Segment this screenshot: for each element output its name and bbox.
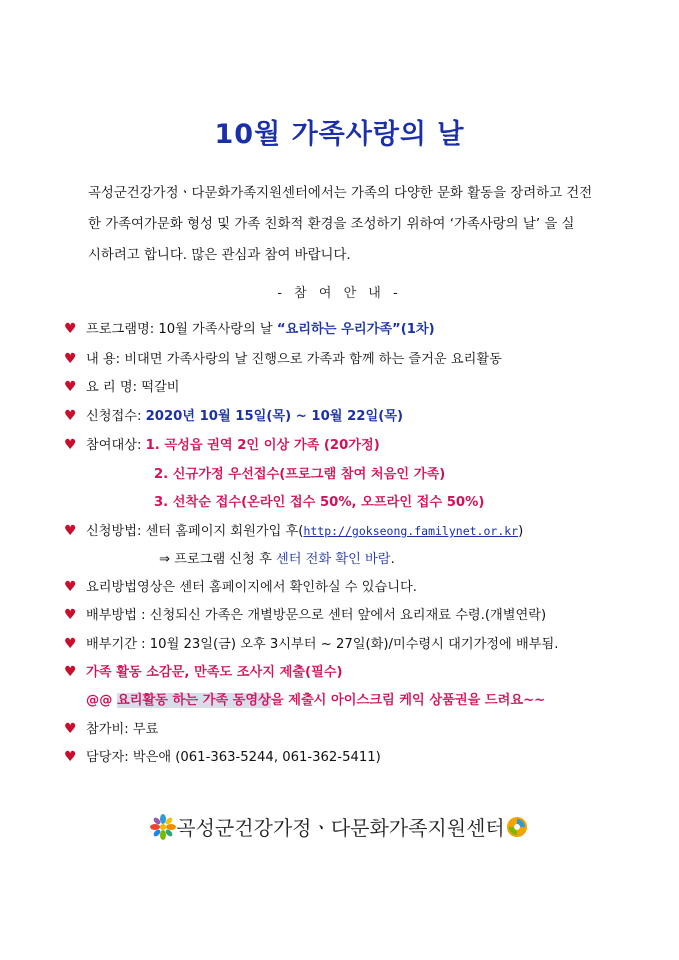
target-label: 참여대상: (86, 438, 146, 453)
target-row (64, 434, 380, 458)
flower-star-logo-icon (150, 814, 176, 845)
apply-period-value: 2020년 10월 15일(목) ~ 10월 22일(목) (145, 409, 403, 424)
survey-row (64, 661, 343, 685)
intro-line: 시하려고 합니다. 많은 관심과 참여 바랍니다. (88, 248, 351, 263)
survey-text: 가족 활동 소감문, 만족도 조사지 제출(필수) (86, 665, 343, 680)
delivery-period-row (64, 633, 558, 657)
target-item: 2. 신규가정 우선접수(프로그램 참여 처음인 가족) (154, 467, 446, 482)
heart-bullet-icon: ♥ (64, 523, 77, 539)
heart-bullet-icon: ♥ (64, 437, 77, 453)
dish-row (64, 376, 179, 400)
bonus-rest: 을 제출시 아이스크림 케익 상품권을 드려요~~ (270, 693, 546, 708)
section-subheading: - 참 여 안 내 - (277, 286, 402, 301)
heart-bullet-icon: ♥ (64, 664, 77, 680)
fee-text: 참가비: 무료 (86, 722, 159, 737)
target-item: 1. 곡성읍 권역 2인 이상 가족 (20가정) (145, 438, 380, 453)
bonus-notice (86, 689, 545, 708)
swirl-logo-icon (505, 815, 529, 844)
delivery-method-row (64, 604, 546, 628)
contact-text: 담당자: 박은애 (061-363-5244, 061-362-5411) (86, 750, 381, 765)
content-value: 비대면 가족사랑의 날 진행으로 가족과 함께 하는 즐거운 요리활동 (124, 352, 502, 367)
homepage-link[interactable]: http://gokseong.familynet.or.kr (303, 524, 519, 538)
heart-bullet-icon: ♥ (64, 607, 77, 623)
dish-label: 요 리 명: (86, 380, 142, 395)
apply-period-row (64, 405, 403, 429)
heart-bullet-icon: ♥ (64, 351, 77, 367)
heart-bullet-icon: ♥ (64, 321, 77, 337)
delivery-period-text: 배부기간 : 10월 23일(금) 오후 3시부터 ~ 27일(화)/미수령시 대기가정에 배부됨. (86, 637, 559, 652)
intro-paragraph (88, 178, 618, 271)
program-row (64, 318, 435, 342)
bonus-prefix: @@ (86, 693, 117, 708)
arrow-icon: ⇒ (159, 552, 171, 567)
fee-row (64, 718, 158, 742)
method-text: 센터 홈페이지 회원가입 후( (145, 524, 304, 539)
method-subnote-end: . (390, 552, 395, 567)
heart-bullet-icon: ♥ (64, 408, 77, 424)
footer-org-name: 곡성군건강가정ㆍ다문화가족지원센터 (176, 816, 505, 840)
method-row (64, 520, 523, 544)
contact-row (64, 746, 381, 770)
dish-value: 떡갈비 (141, 380, 180, 395)
bonus-highlight: 요리활동 하는 가족 동영상 (116, 693, 271, 708)
intro-line: 한 가족여가문화 형성 및 가족 친화적 환경을 조성하기 위하여 ‘가족사랑의 날’ 을 실 (88, 217, 575, 232)
heart-bullet-icon: ♥ (64, 379, 77, 395)
content-label: 내 용: (86, 352, 125, 367)
video-notice-text: 요리방법영상은 센터 홈페이지에서 확인하실 수 있습니다. (86, 580, 417, 595)
delivery-method-text: 배부방법 : 신청되신 가족은 개별방문으로 센터 앞에서 요리재료 수령.(개별연락) (86, 608, 547, 623)
heart-bullet-icon: ♥ (64, 749, 77, 765)
footer-organization (0, 812, 679, 845)
heart-bullet-icon: ♥ (64, 721, 77, 737)
video-notice-row (64, 576, 417, 600)
program-label: 프로그램명: 10월 가족사랑의 날 (86, 322, 277, 337)
method-subnote-text: 프로그램 신청 후 (170, 552, 277, 567)
heart-bullet-icon: ♥ (64, 636, 77, 652)
intro-line: 곡성군건강가정ㆍ다문화가족지원센터에서는 가족의 다양한 문화 활동을 장려하고 건전 (88, 186, 593, 201)
target-item: 3. 선착순 접수(온라인 접수 50%, 오프라인 접수 50%) (154, 495, 485, 510)
method-text-end: ) (518, 524, 524, 539)
method-subnote-emphasis: 센터 전화 확인 바람 (276, 552, 391, 567)
method-label: 신청방법: (86, 524, 146, 539)
content-row (64, 348, 502, 372)
method-subnote (159, 548, 395, 567)
program-name: “요리하는 우리가족”(1차) (276, 322, 435, 337)
page-title: 10월 가족사랑의 날 (214, 119, 465, 150)
apply-period-label: 신청접수: (86, 409, 146, 424)
heart-bullet-icon: ♥ (64, 579, 77, 595)
